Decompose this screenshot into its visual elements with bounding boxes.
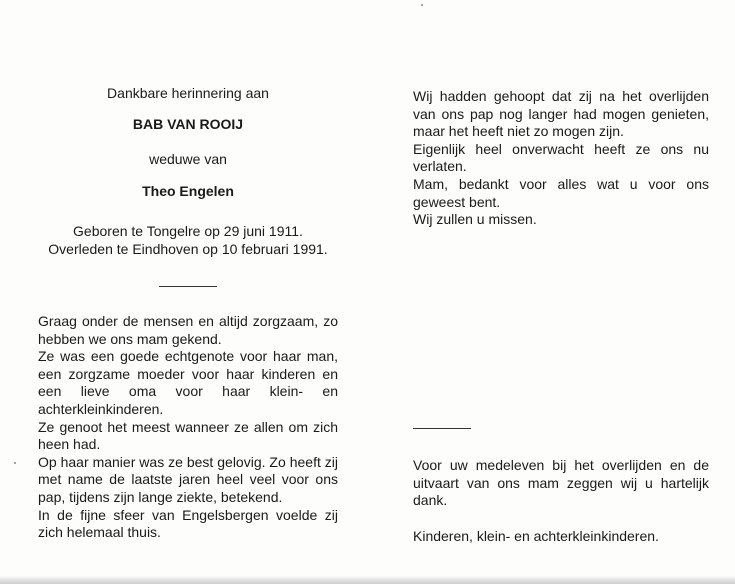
thanks-text: Voor uw medeleven bij het overlijden en de uitvaart van ons mam zeggen wij u hartelijk dank. xyxy=(413,457,709,509)
divider xyxy=(413,428,471,429)
deceased-name: BAB VAN ROOIJ xyxy=(132,116,244,132)
signoff: Kinderen, klein- en achterkleinkinderen. xyxy=(413,528,659,544)
scan-edge xyxy=(0,576,735,584)
paragraph: Ze genoot het meest wanneer ze allen om zich heen had. xyxy=(38,418,338,453)
tribute-text xyxy=(38,313,338,542)
left-column xyxy=(38,85,338,542)
life-dates xyxy=(38,222,338,258)
scan-speck xyxy=(14,462,16,464)
divider xyxy=(159,286,217,287)
paragraph: Ze was een goede echtgenote voor haar man, een zorgzame moeder voor haar kinderen en een lieve oma voor haar klein- en achterkleinkinderen. xyxy=(38,348,338,417)
paragraph: In de fijne sfeer van Engelsbergen voelde zij zich helemaal thuis. xyxy=(38,506,338,541)
paragraph: Wij zullen u missen. xyxy=(413,211,537,228)
scan-speck xyxy=(421,4,423,6)
paragraph: Eigenlijk heel onverwacht heeft ze ons nu verlaten. xyxy=(413,140,709,175)
death-line: Overleden te Eindhoven op 10 februari 1991. xyxy=(48,241,328,257)
right-column xyxy=(413,88,709,229)
husband-name: Theo Engelen xyxy=(142,183,234,199)
intro-line: Dankbare herinnering aan xyxy=(107,85,269,101)
paragraph: Wij hadden gehoopt dat zij na het overlijden van ons pap nog langer had mogen genieten, maar het heeft niet zo mogen zijn. xyxy=(413,88,709,140)
paragraph: Op haar manier was ze best gelovig. Zo heeft zij met name de laatste jaren heel veel voor ons pap, tijdens zijn lange ziekte, betekend. xyxy=(38,453,338,505)
birth-line: Geboren te Tongelre op 29 juni 1911. xyxy=(73,223,303,239)
paragraph: Graag onder de mensen en altijd zorgzaam, zo hebben we ons mam gekend. xyxy=(38,313,338,347)
widow-of-line: weduwe van xyxy=(149,151,227,167)
paragraph: Mam, bedankt voor alles wat u voor ons geweest bent. xyxy=(413,175,709,210)
